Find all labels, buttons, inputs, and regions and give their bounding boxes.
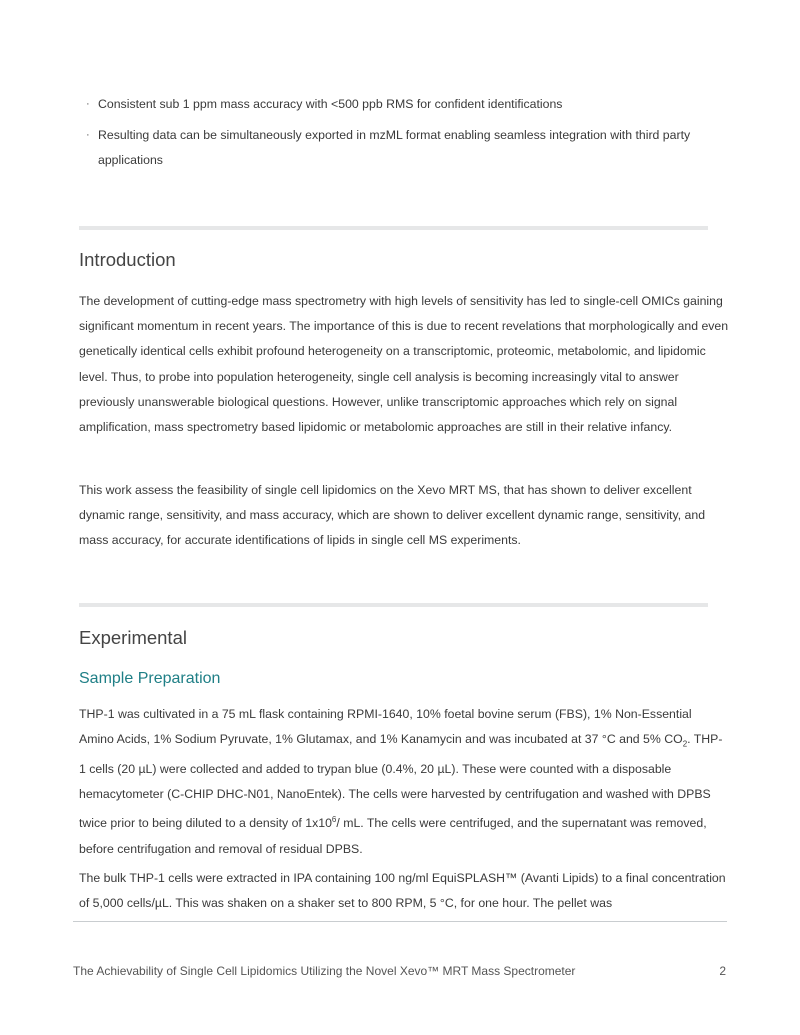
bullet-marker: ·: [86, 129, 90, 141]
footer-divider: [73, 921, 727, 922]
section-divider: [79, 226, 708, 230]
section-divider: [79, 603, 708, 607]
section-title-introduction: Introduction: [79, 249, 176, 270]
section-title-experimental: Experimental: [79, 627, 187, 648]
sample-preparation-paragraph: The bulk THP-1 cells were extracted in IPA containing 100 ng/ml EquiSPLASH™ (Avanti Lipids) to a final concentration of 5,000 cells/µL. This was shaken on a shaker set to 800 RPM, 5 °C, for one hour. The pellet was: [79, 871, 726, 911]
sample-preparation-paragraph: THP-1 was cultivated in a 75 mL flask containing RPMI-1640, 10% foetal bovine serum (FBS), 1% Non-Essential Amino Acids, 1% Sodium Pyruvate, 1% Glutamax, and 1% Kanamycin and was incubated at 37 °C and 5% $CO_2$. THP-1 cells (20 µL) were collected and added to trypan blue (0.4%, 20 µL). These were counted with a disposable hemacytometer (C-CHIP DHC-N01, NanoEntek). The cells were harvested by centrifugation and washed with DPBS twice prior to being diluted to a density of $1x10^6/$ mL. The cells were centrifuged, and the supernatant was removed, before centrifugation and removal of residual DPBS.: [79, 707, 723, 856]
introduction-paragraph: The development of cutting-edge mass spectrometry with high levels of sensitivity has led to single-cell OMICs gaining significant momentum in recent years. The importance of this is due to recent revelations that morphologically and even genetically identical cells exhibit profound heterogeneity on a transcriptomic, proteomic, metabolomic, and lipidomic level. Thus, to probe into population heterogeneity, single cell analysis is becoming increasingly vital to answer previously unanswerable biological questions. However, unlike transcriptomic approaches which rely on signal amplification, mass spectrometry based lipidomic or metabolomic approaches are still in their relative infancy.: [79, 294, 729, 435]
key-benefits-list: [86, 92, 736, 179]
footer-title: The Achievability of Single Cell Lipidomics Utilizing the Novel Xevo™ MRT Mass Spectrometer: [73, 964, 576, 978]
list-item: · Resulting data can be simultaneously exported in mzML format enabling seamless integration with third party applications: [86, 123, 736, 173]
page-number: 2: [719, 964, 726, 978]
subsection-title-sample-preparation: Sample Preparation: [79, 670, 221, 687]
bullet-marker: ·: [86, 98, 90, 110]
introduction-paragraph: This work assess the feasibility of single cell lipidomics on the Xevo MRT MS, that has shown to deliver excellent dynamic range, sensitivity, and mass accuracy, which are shown to deliver excellent dynamic range, sensitivity, and mass accuracy, for accurate identifications of lipids in single cell MS experiments.: [79, 483, 706, 548]
list-item: · Consistent sub 1 ppm mass accuracy with <500 ppb RMS for confident identifications: [86, 92, 736, 117]
